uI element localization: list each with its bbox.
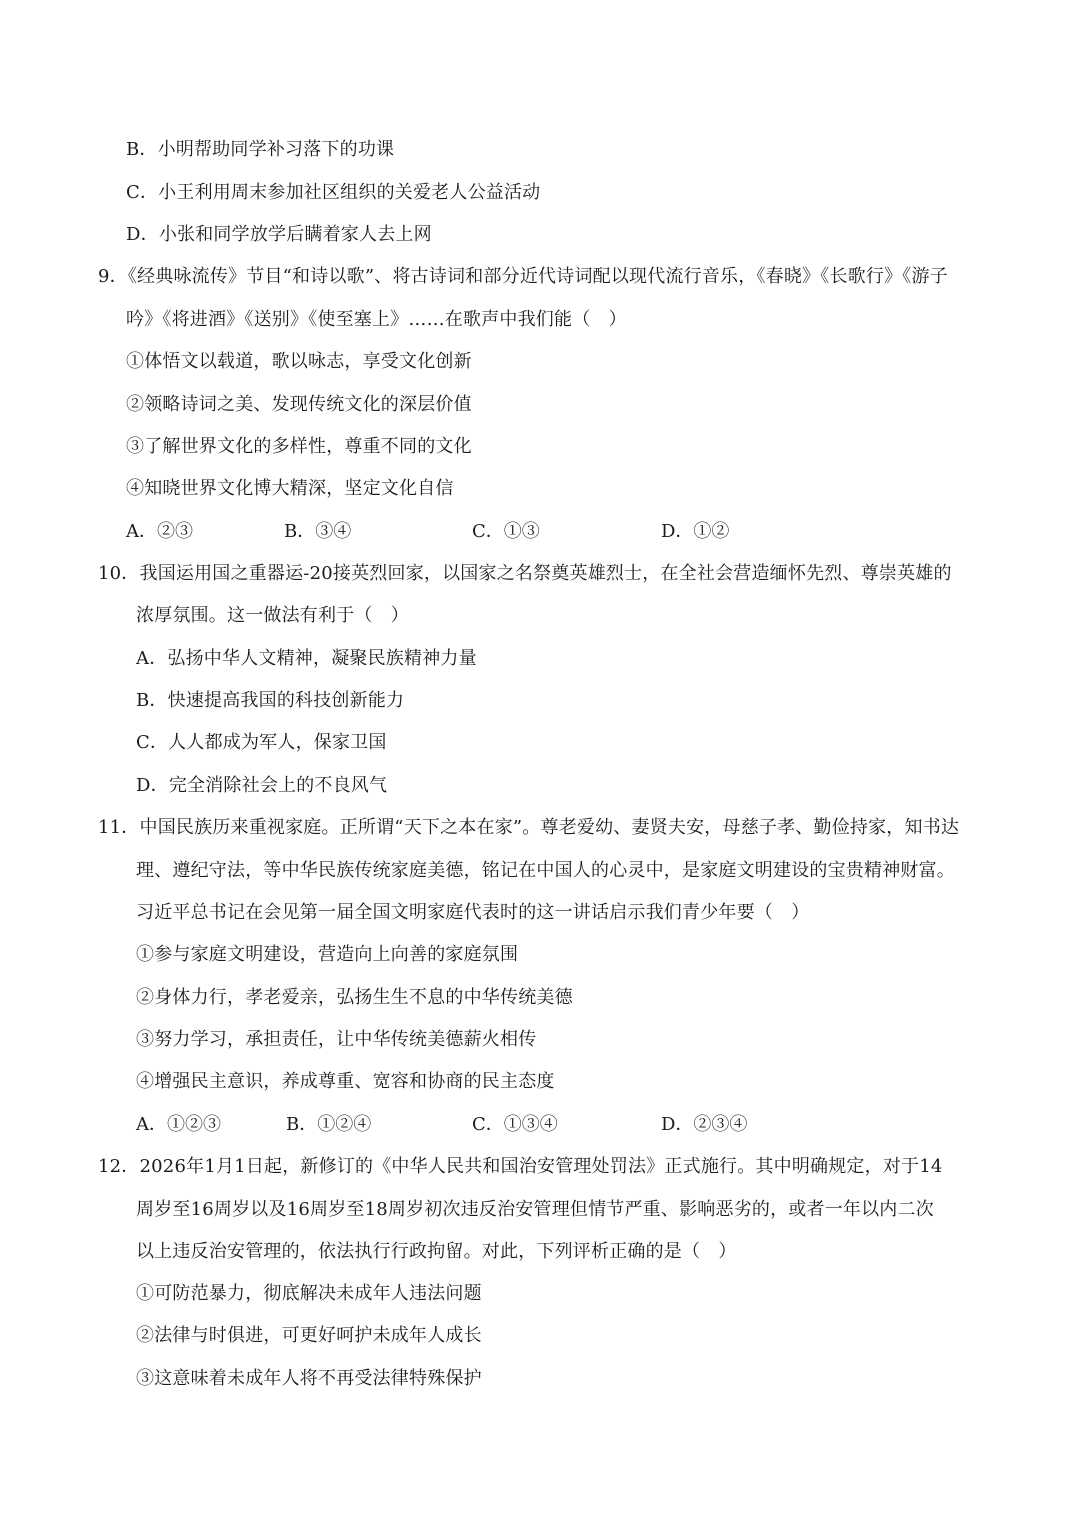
- q9-statement-2: ②领略诗词之美、发现传统文化的深层价值: [126, 394, 472, 415]
- q11-stem-line1: 11．中国民族历来重视家庭。正所谓“天下之本在家”。尊老爱幼、妻贤夫安，母慈子孝、勤俭持家，知书达: [98, 817, 960, 838]
- q10-option-c: C．人人都成为军人，保家卫国: [136, 732, 387, 753]
- q8-option-c: C．小王利用周末参加社区组织的关爱老人公益活动: [126, 182, 541, 203]
- q11-stem-line2: 理、遵纪守法，等中华民族传统家庭美德，铭记在中国人的心灵中，是家庭文明建设的宝贵精神财富。: [136, 860, 955, 881]
- q10-stem-line1: 10．我国运用国之重器运-20接英烈回家，以国家之名祭奠英雄烈士，在全社会营造缅怀先烈、尊崇英雄的: [98, 563, 952, 584]
- q11-statement-2: ②身体力行，孝老爱亲，弘扬生生不息的中华传统美德: [136, 987, 573, 1008]
- q12-statement-2: ②法律与时俱进，可更好呵护未成年人成长: [136, 1325, 482, 1346]
- q12-stem-line1: 12．2026年1月1日起，新修订的《中华人民共和国治安管理处罚法》正式施行。其中明确规定，对于14: [98, 1156, 943, 1177]
- q9-stem-line2: 吟》《将进酒》《送别》《使至塞上》……在歌声中我们能（ ）: [126, 309, 627, 330]
- q12-statement-1: ①可防范暴力，彻底解决未成年人违法问题: [136, 1283, 482, 1304]
- q12-stem-line2: 周岁至16周岁以及16周岁至18周岁初次违反治安管理但情节严重、影响恶劣的，或者一年以内二次: [136, 1199, 934, 1220]
- q12-statement-3: ③这意味着未成年人将不再受法律特殊保护: [136, 1368, 482, 1389]
- q11-statement-1: ①参与家庭文明建设，营造向上向善的家庭氛围: [136, 944, 519, 965]
- q11-choice-d: D．②③④: [661, 1114, 748, 1135]
- q9-choices: [126, 520, 1026, 544]
- q10-option-b: B．快速提高我国的科技创新能力: [136, 690, 405, 711]
- q10-option-d: D．完全消除社会上的不良风气: [136, 775, 388, 796]
- q11-choice-b: B．①②④: [286, 1114, 372, 1135]
- q9-statement-1: ①体悟文以载道，歌以咏志，享受文化创新: [126, 351, 472, 372]
- q10-stem-line2: 浓厚氛围。这一做法有利于（ ）: [136, 605, 409, 626]
- q11-choices: [136, 1113, 1036, 1137]
- q11-statement-3: ③努力学习，承担责任，让中华传统美德薪火相传: [136, 1029, 537, 1050]
- q11-stem-line3: 习近平总书记在会见第一届全国文明家庭代表时的这一讲话启示我们青少年要（ ）: [136, 902, 810, 923]
- q11-statement-4: ④增强民主意识，养成尊重、宽容和协商的民主态度: [136, 1071, 555, 1092]
- q9-choice-a: A．②③: [126, 521, 193, 542]
- q9-choice-d: D．①②: [661, 521, 730, 542]
- q11-choice-a: A．①②③: [136, 1114, 221, 1135]
- q10-option-a: A．弘扬中华人文精神，凝聚民族精神力量: [136, 648, 477, 669]
- q9-stem-line1: 9．《经典咏流传》节目“和诗以歌”、将古诗词和部分近代诗词配以现代流行音乐，《春晓》《长歌行》《游子: [98, 266, 948, 287]
- q8-option-b: B．小明帮助同学补习落下的功课: [126, 139, 395, 160]
- q11-choice-c: C．①③④: [472, 1114, 558, 1135]
- q9-choice-b: B．③④: [284, 521, 352, 542]
- q9-choice-c: C．①③: [472, 521, 540, 542]
- q9-statement-4: ④知晓世界文化博大精深，坚定文化自信: [126, 478, 454, 499]
- q9-statement-3: ③了解世界文化的多样性，尊重不同的文化: [126, 436, 472, 457]
- q8-option-d: D．小张和同学放学后瞒着家人去上网: [126, 224, 432, 245]
- q12-stem-line3: 以上违反治安管理的，依法执行行政拘留。对此，下列评析正确的是（ ）: [136, 1241, 737, 1262]
